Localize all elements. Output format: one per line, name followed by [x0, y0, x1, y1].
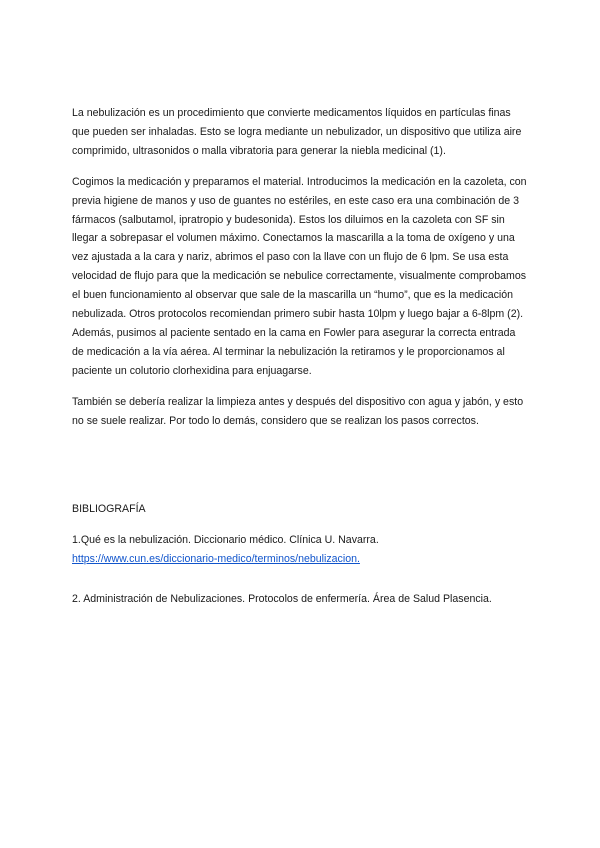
reference-1-link[interactable]: https://www.cun.es/diccionario-medico/terminos/nebulizacion.	[72, 552, 360, 565]
bibliography-reference-1	[72, 531, 528, 569]
paragraph-conclusion: También se debería realizar la limpieza antes y después del dispositivo con agua y jabón, y esto no se suele realizar. Por todo lo demás, considero que se realizan los pasos correctos.	[72, 395, 524, 427]
paragraph-intro: La nebulización es un procedimiento que convierte medicamentos líquidos en partículas finas que pueden ser inhaladas. Esto se logra mediante un nebulizador, un dispositivo que utiliza aire comprimido, ultrasonidos o malla vibratoria para generar la niebla medicinal (1).	[72, 107, 522, 157]
bibliography-heading: BIBLIOGRAFÍA	[72, 503, 146, 515]
bibliography-reference-2: 2. Administración de Nebulizaciones. Protocolos de enfermería. Área de Salud Plasencia.	[72, 593, 492, 605]
paragraph-procedure: Cogimos la medicación y preparamos el material. Introducimos la medicación en la cazoleta, con previa higiene de manos y uso de guantes no estériles, en este caso era una combinación de 3 fármacos (salbutamol, ipratropio y budesonida). Estos los diluimos en la cazoleta con SF sin llegar a sobrepasar el volumen máximo. Conectamos la mascarilla a la toma de oxígeno y una vez ajustada a la cara y nariz, abrimos el paso con la llave con un flujo de 6 lpm. Se usa esta velocidad de flujo para que la medicación se nebulice correctamente, visualmente comprobamos el buen funcionamiento al observar que sale de la mascarilla un “humo”, que es la medicación nebulizada. Otros protocolos recomiendan primero subir hasta 10lpm y luego bajar a 6-8lpm (2). Además, pusimos al paciente sentado en la cama en Fowler para asegurar la correcta entrada de medicación a la vía aérea. Al terminar la nebulización la retiramos y le proporcionamos al paciente un colutorio clorhexidina para enjuagarse.	[72, 175, 527, 377]
document-body	[72, 104, 528, 431]
reference-1-text: 1.Qué es la nebulización. Diccionario médico. Clínica U. Navarra.	[72, 534, 379, 546]
